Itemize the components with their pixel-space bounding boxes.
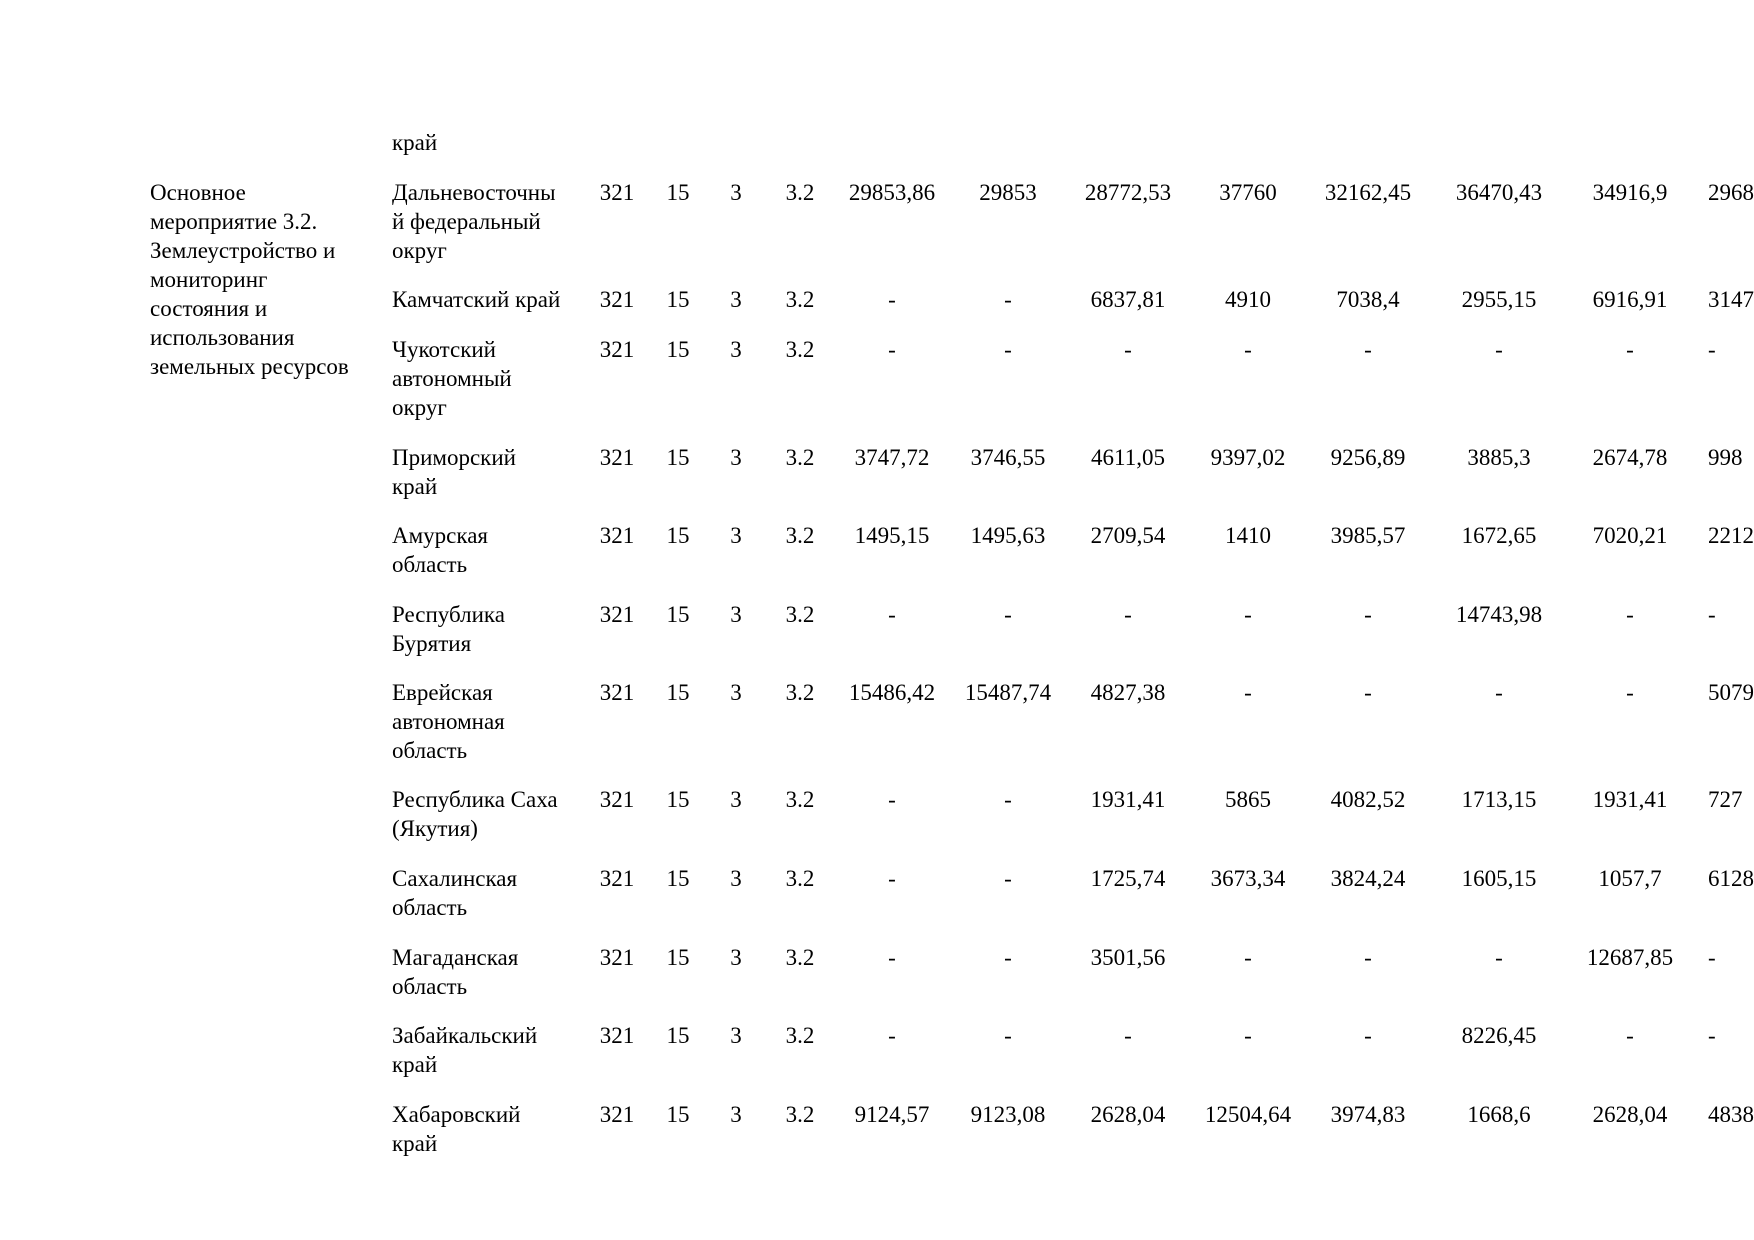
value-cell: 998: [1708, 445, 1743, 470]
value-cell: -: [1626, 1023, 1634, 1048]
value-cell: 8226,45: [1461, 1023, 1537, 1048]
value-cell: -: [1244, 1023, 1252, 1048]
value-cell: 3885,3: [1467, 445, 1531, 470]
value-cell: 1713,15: [1461, 787, 1537, 812]
value-cell: -: [888, 945, 896, 970]
code-cell: 3: [730, 866, 742, 891]
value-cell: -: [1495, 945, 1503, 970]
value-cell: -: [888, 287, 896, 312]
value-cell: -: [1364, 1023, 1372, 1048]
region-line: область: [392, 552, 468, 577]
value-cell: -: [1004, 287, 1012, 312]
value-cell: 2628,04: [1090, 1102, 1166, 1127]
value-cell: -: [1244, 945, 1252, 970]
value-cell: 3501,56: [1090, 945, 1166, 970]
activity-line: мероприятие 3.2.: [150, 209, 318, 234]
value-cell: 7020,21: [1592, 523, 1668, 548]
region-line: округ: [392, 238, 447, 263]
activity-line: Основное: [150, 180, 246, 205]
region-line: край: [392, 1131, 438, 1156]
region-line: Магаданская: [392, 945, 519, 970]
value-cell: -: [1244, 680, 1252, 705]
value-cell: -: [1244, 602, 1252, 627]
region-name: [392, 335, 577, 422]
activity-title: [150, 178, 385, 381]
region-line: Приморский: [392, 445, 516, 470]
value-cell: 9256,89: [1330, 445, 1406, 470]
value-cell: -: [1364, 602, 1372, 627]
value-cell: 3974,83: [1330, 1102, 1406, 1127]
code-cell: 3.2: [785, 1023, 815, 1048]
code-cell: 321: [599, 602, 635, 627]
code-cell: 321: [599, 523, 635, 548]
value-cell: -: [1626, 680, 1634, 705]
region-name: [392, 785, 577, 843]
code-cell: 3: [730, 337, 742, 362]
region-line: Республика: [392, 602, 505, 627]
value-cell: 9397,02: [1210, 445, 1286, 470]
code-cell: 321: [599, 287, 635, 312]
code-cell: 321: [599, 1023, 635, 1048]
code-cell: 3: [730, 680, 742, 705]
value-cell: 4082,52: [1330, 787, 1406, 812]
value-cell: 3673,34: [1210, 866, 1286, 891]
code-cell: 3: [730, 287, 742, 312]
activity-line: использования: [150, 325, 295, 350]
code-cell: 15: [666, 866, 690, 891]
value-cell: -: [1124, 337, 1132, 362]
code-cell: 3.2: [785, 180, 815, 205]
region-name: [392, 1100, 577, 1158]
region-name: [392, 943, 577, 1001]
code-cell: 321: [599, 945, 635, 970]
region-line: Республика Саха: [392, 787, 558, 812]
value-cell: 29853,86: [848, 180, 936, 205]
value-cell: 1495,63: [970, 523, 1046, 548]
code-cell: 3.2: [785, 523, 815, 548]
value-cell: 5865: [1225, 787, 1271, 812]
region-name: [392, 678, 577, 765]
region-name: [392, 178, 577, 265]
value-cell: 1668,6: [1467, 1102, 1531, 1127]
value-cell: 4827,38: [1090, 680, 1166, 705]
value-cell: 29853: [979, 180, 1037, 205]
value-cell: -: [888, 787, 896, 812]
region-line: Дальневосточны: [392, 180, 556, 205]
activity-line: состояния и: [150, 296, 268, 321]
code-cell: 3: [730, 1102, 742, 1127]
code-cell: 15: [666, 787, 690, 812]
value-cell: -: [1004, 787, 1012, 812]
activity-line: мониторинг: [150, 267, 268, 292]
region-line: Еврейская: [392, 680, 493, 705]
value-cell: 3824,24: [1330, 866, 1406, 891]
value-cell: -: [1708, 945, 1716, 970]
code-cell: 3: [730, 445, 742, 470]
code-cell: 15: [666, 445, 690, 470]
code-cell: 15: [666, 287, 690, 312]
value-cell: -: [1626, 337, 1634, 362]
value-cell: 4611,05: [1091, 445, 1165, 470]
region-line: Амурская: [392, 523, 488, 548]
value-cell: -: [1626, 602, 1634, 627]
code-cell: 321: [599, 180, 635, 205]
value-cell: -: [1364, 337, 1372, 362]
value-cell: -: [1244, 337, 1252, 362]
value-cell: -: [1708, 1023, 1716, 1048]
value-cell: -: [888, 866, 896, 891]
code-cell: 3: [730, 180, 742, 205]
value-cell: 6128: [1708, 866, 1754, 891]
region-line: область: [392, 974, 468, 999]
value-cell: 3746,55: [970, 445, 1046, 470]
region-name: [392, 443, 577, 501]
value-cell: -: [1004, 1023, 1012, 1048]
code-cell: 3.2: [785, 445, 815, 470]
activity-line: Землеустройство и: [150, 238, 336, 263]
region-line: Чукотский: [392, 337, 496, 362]
value-cell: -: [1004, 866, 1012, 891]
value-cell: 4910: [1225, 287, 1271, 312]
code-cell: 3.2: [785, 945, 815, 970]
value-cell: 12687,85: [1586, 945, 1674, 970]
value-cell: -: [888, 337, 896, 362]
value-cell: 1057,7: [1598, 866, 1662, 891]
value-cell: -: [888, 602, 896, 627]
region-name: [392, 600, 577, 658]
value-cell: 1672,65: [1461, 523, 1537, 548]
value-cell: 1410: [1225, 523, 1271, 548]
code-cell: 321: [599, 680, 635, 705]
value-cell: -: [1495, 680, 1503, 705]
value-cell: 3147: [1708, 287, 1754, 312]
region-line: Бурятия: [392, 631, 472, 656]
code-cell: 3: [730, 787, 742, 812]
code-cell: 3.2: [785, 602, 815, 627]
value-cell: -: [1495, 337, 1503, 362]
code-cell: 15: [666, 337, 690, 362]
value-cell: 14743,98: [1455, 602, 1543, 627]
value-cell: 2955,15: [1461, 287, 1537, 312]
value-cell: 2628,04: [1592, 1102, 1668, 1127]
value-cell: 9123,08: [970, 1102, 1046, 1127]
value-cell: 1725,74: [1090, 866, 1166, 891]
region-line: край: [392, 474, 438, 499]
code-cell: 3: [730, 945, 742, 970]
value-cell: 9124,57: [854, 1102, 930, 1127]
value-cell: 2674,78: [1592, 445, 1668, 470]
code-cell: 321: [599, 1102, 635, 1127]
region-line: область: [392, 738, 468, 763]
value-cell: 15487,74: [964, 680, 1052, 705]
value-cell: 2212: [1708, 523, 1754, 548]
region-line: округ: [392, 395, 447, 420]
code-cell: 3.2: [785, 287, 815, 312]
region-name: [392, 285, 577, 314]
region-line: Камчатский край: [392, 287, 561, 312]
value-cell: 15486,42: [848, 680, 936, 705]
code-cell: 3.2: [785, 337, 815, 362]
activity-line: земельных ресурсов: [150, 354, 349, 379]
code-cell: 3.2: [785, 1102, 815, 1127]
region-line: автономный: [392, 366, 512, 391]
code-cell: 3.2: [785, 866, 815, 891]
code-cell: 15: [666, 680, 690, 705]
value-cell: 4838: [1708, 1102, 1754, 1127]
value-cell: 3747,72: [854, 445, 930, 470]
region-continuation: край: [392, 130, 438, 155]
code-cell: 15: [666, 1102, 690, 1127]
value-cell: 37760: [1219, 180, 1277, 205]
region-name: [392, 1021, 577, 1079]
code-cell: 321: [599, 787, 635, 812]
value-cell: 12504,64: [1204, 1102, 1292, 1127]
value-cell: 2968: [1708, 180, 1754, 205]
value-cell: -: [1124, 602, 1132, 627]
region-line: автономная: [392, 709, 505, 734]
value-cell: 727: [1708, 787, 1743, 812]
value-cell: 1605,15: [1461, 866, 1537, 891]
code-cell: 321: [599, 337, 635, 362]
code-cell: 3.2: [785, 680, 815, 705]
value-cell: -: [1004, 945, 1012, 970]
value-cell: 5079: [1708, 680, 1754, 705]
value-cell: -: [1708, 337, 1716, 362]
region-line: (Якутия): [392, 816, 478, 841]
region-line: Хабаровский: [392, 1102, 521, 1127]
code-cell: 15: [666, 180, 690, 205]
code-cell: 321: [599, 866, 635, 891]
value-cell: -: [1124, 1023, 1132, 1048]
value-cell: 34916,9: [1592, 180, 1668, 205]
value-cell: 3985,57: [1330, 523, 1406, 548]
code-cell: 15: [666, 602, 690, 627]
code-cell: 15: [666, 945, 690, 970]
code-cell: 3: [730, 523, 742, 548]
value-cell: 6916,91: [1592, 287, 1668, 312]
region-name: [392, 864, 577, 922]
region-name: [392, 521, 577, 579]
region-line: область: [392, 895, 468, 920]
value-cell: -: [1364, 945, 1372, 970]
value-cell: 2709,54: [1090, 523, 1166, 548]
value-cell: -: [1364, 680, 1372, 705]
code-cell: 3.2: [785, 787, 815, 812]
value-cell: 36470,43: [1455, 180, 1543, 205]
region-line: Забайкальский: [392, 1023, 538, 1048]
value-cell: -: [1004, 337, 1012, 362]
region-line: й федеральный: [392, 209, 541, 234]
value-cell: 28772,53: [1084, 180, 1172, 205]
code-cell: 15: [666, 523, 690, 548]
value-cell: -: [888, 1023, 896, 1048]
value-cell: -: [1004, 602, 1012, 627]
value-cell: 1931,41: [1090, 787, 1166, 812]
code-cell: 3: [730, 602, 742, 627]
value-cell: 7038,4: [1336, 287, 1400, 312]
value-cell: -: [1708, 602, 1716, 627]
value-cell: 6837,81: [1090, 287, 1166, 312]
code-cell: 321: [599, 445, 635, 470]
value-cell: 1931,41: [1592, 787, 1668, 812]
value-cell: 32162,45: [1324, 180, 1412, 205]
region-line: край: [392, 1052, 438, 1077]
region-line: Сахалинская: [392, 866, 518, 891]
code-cell: 15: [666, 1023, 690, 1048]
code-cell: 3: [730, 1023, 742, 1048]
value-cell: 1495,15: [854, 523, 930, 548]
